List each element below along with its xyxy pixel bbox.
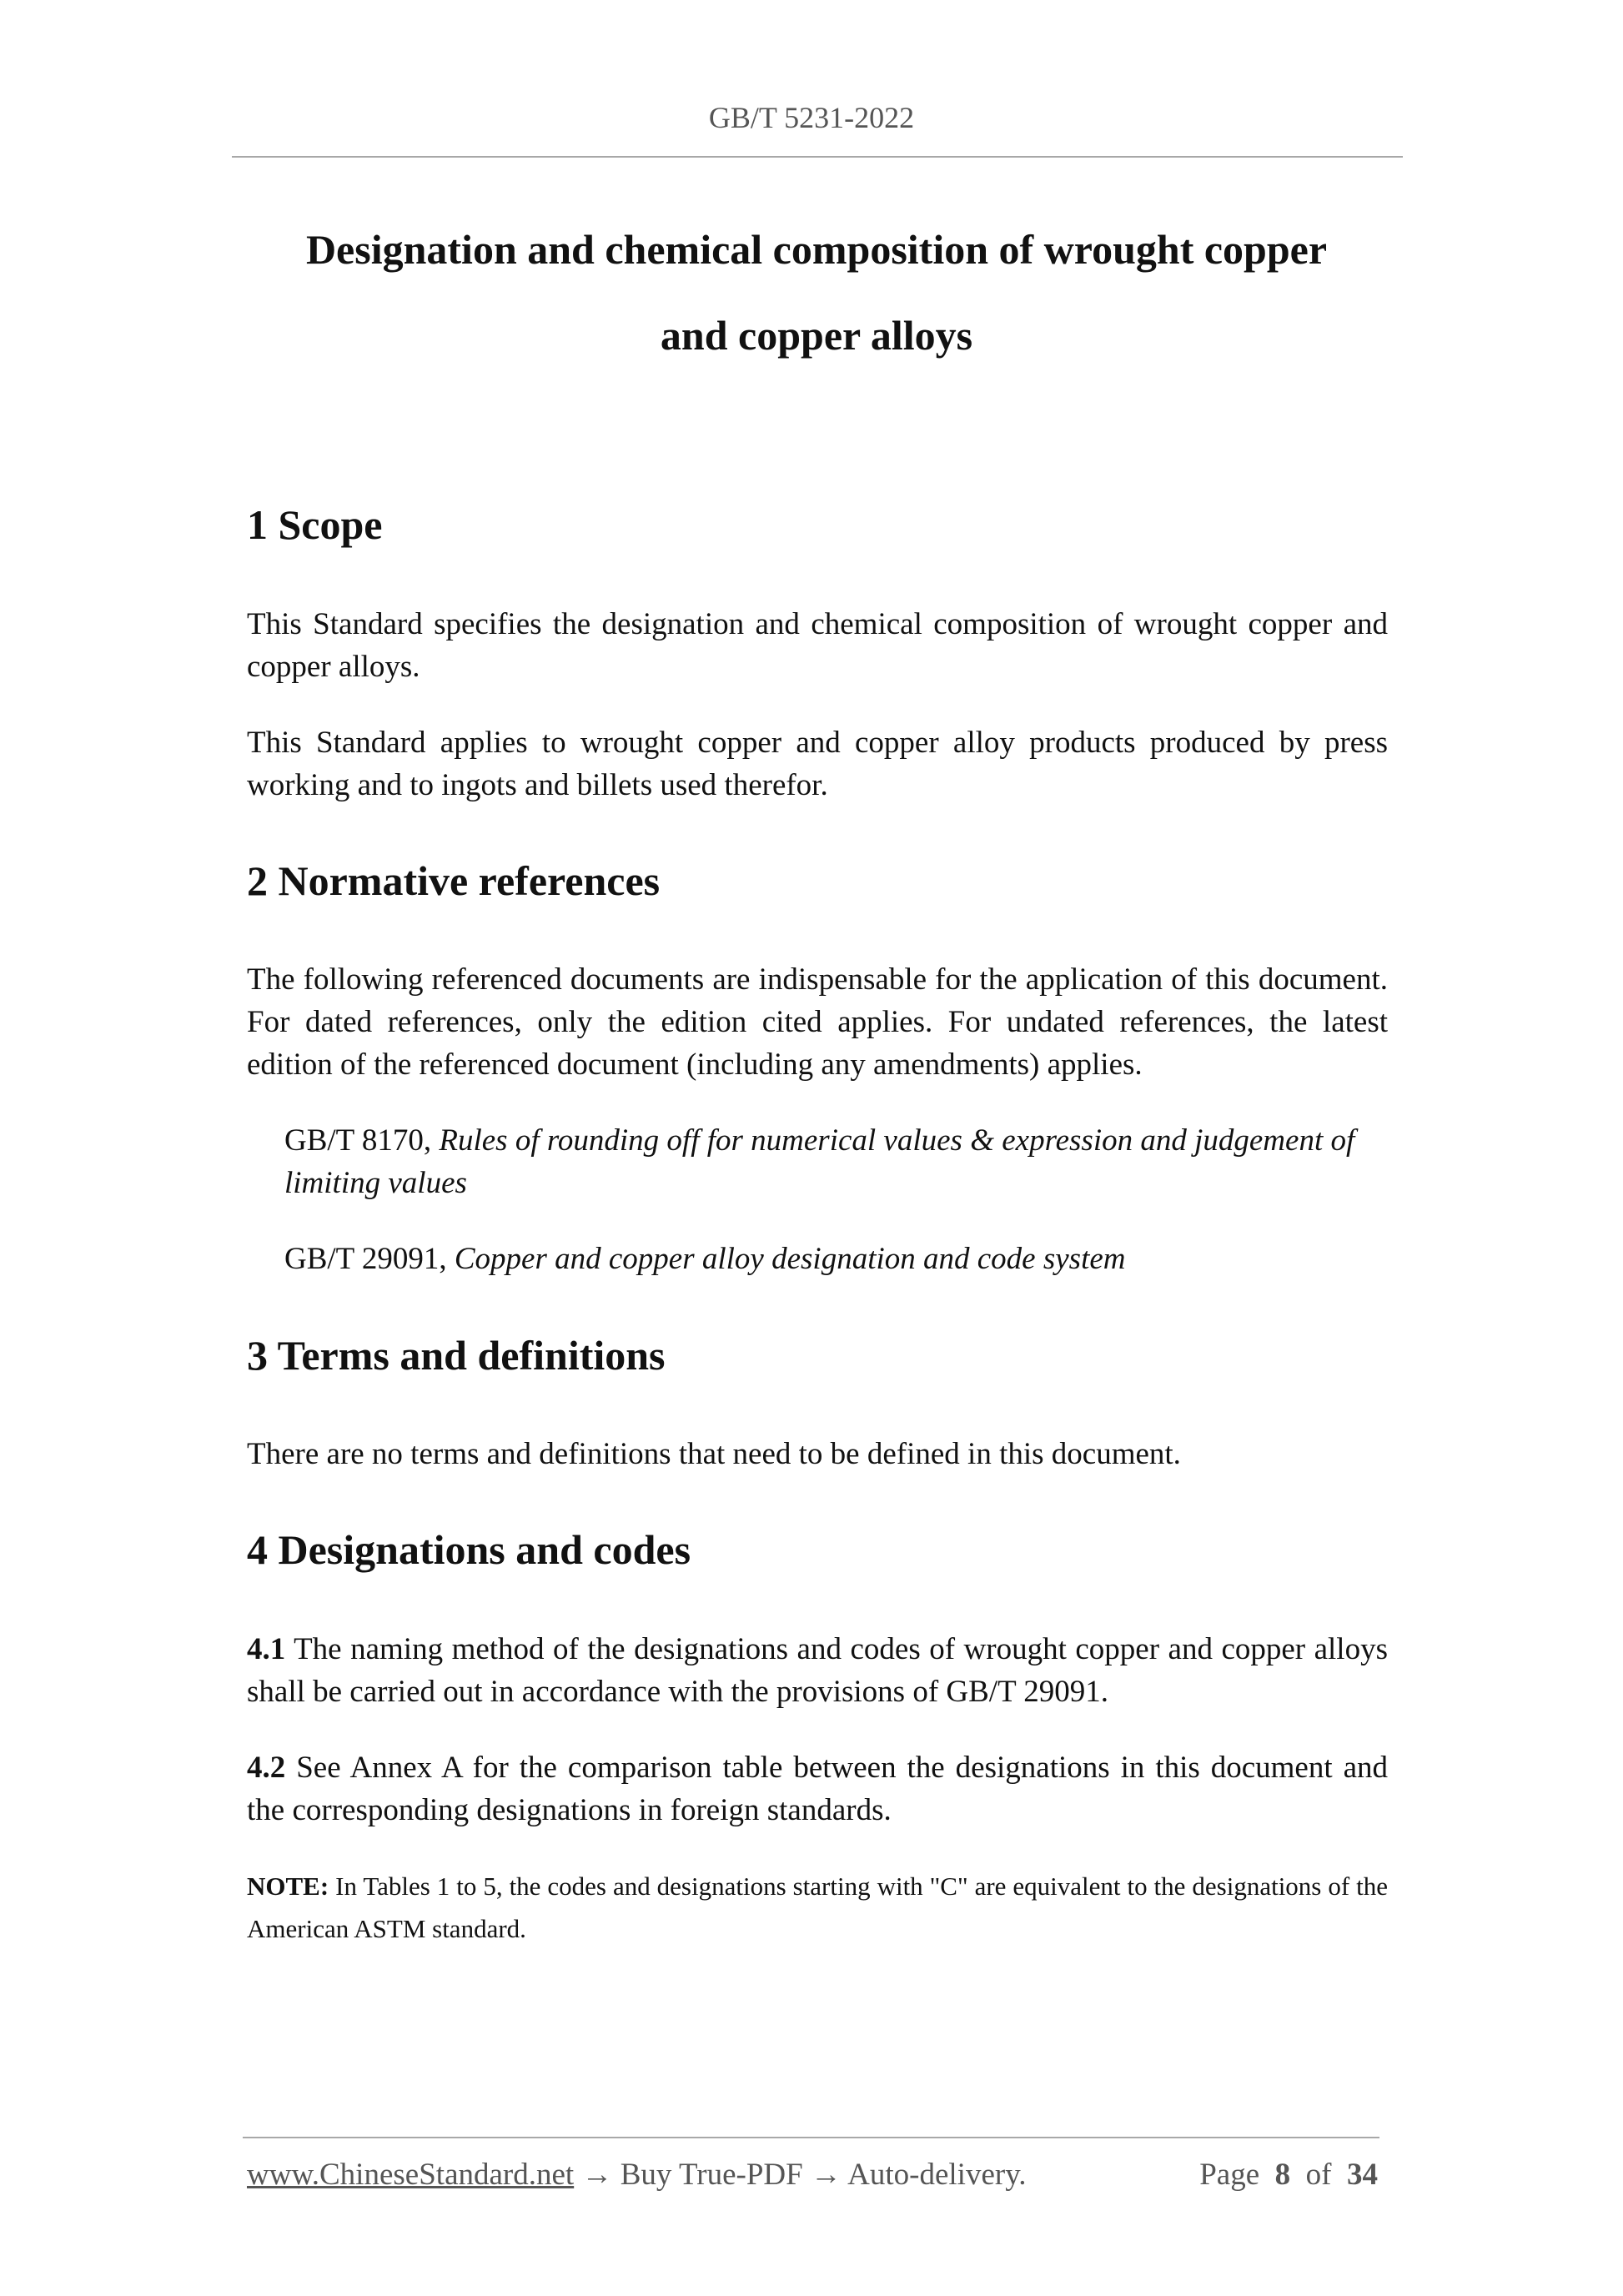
scope-paragraph-1: This Standard specifies the designation and chemical composition of wrought copper and copper alloys.	[247, 607, 1388, 684]
note-text: In Tables 1 to 5, the codes and designations starting with "C" are equivalent to the designations of the American ASTM standard.	[247, 1871, 1388, 1943]
reference-gbt-29091	[284, 1238, 1388, 1280]
terms-paragraph: There are no terms and definitions that need to be defined in this document.	[247, 1437, 1181, 1471]
clause-text: See Annex A for the comparison table between the designations in this document and the corresponding designations in foreign standards.	[247, 1751, 1388, 1827]
section-3-heading: 3 Terms and definitions	[247, 1332, 666, 1379]
reference-gbt-8170	[284, 1119, 1388, 1204]
of-word: of	[1305, 2158, 1332, 2192]
section-1-heading: 1 Scope	[247, 501, 383, 548]
scope-paragraph-2: This Standard applies to wrought copper and copper alloy products produced by press working and to ingots and billets used therefor.	[247, 726, 1388, 802]
normative-references-intro: The following referenced documents are indispensable for the application of this document. For dated references, only the edition cited applies. For undated references, the latest edition of the referenced document (including any amendments) applies.	[247, 962, 1388, 1082]
document-title-line-1: Designation and chemical composition of wrought copper	[305, 226, 1328, 273]
clause-number: 4.1	[247, 1632, 286, 1666]
running-header: GB/T 5231-2022	[708, 101, 915, 134]
clause-text: The naming method of the designations and codes of wrought copper and copper alloys shall be carried out in accordance with the provisions of GB/T 29091.	[247, 1632, 1388, 1709]
current-page-number: 8	[1274, 2158, 1291, 2192]
page-word: Page	[1199, 2158, 1260, 2192]
footer-divider	[243, 2137, 1379, 2138]
section-2-heading: 2 Normative references	[247, 857, 661, 904]
page-footer	[247, 2157, 1378, 2193]
document-title	[247, 207, 1386, 379]
header-divider	[232, 156, 1403, 158]
website-link[interactable]: www.ChineseStandard.net	[247, 2158, 575, 2192]
note-paragraph	[247, 1865, 1388, 1950]
section-4-heading: 4 Designations and codes	[247, 1526, 691, 1573]
note-label: NOTE:	[247, 1871, 329, 1901]
clause-4-2	[247, 1746, 1388, 1831]
clause-number: 4.2	[247, 1751, 286, 1785]
reference-code: GB/T 8170,	[284, 1123, 440, 1158]
reference-code: GB/T 29091,	[284, 1242, 455, 1276]
page-indicator	[1199, 2157, 1378, 2193]
clause-4-1	[247, 1628, 1388, 1713]
document-title-line-2: and copper alloys	[660, 312, 973, 359]
reference-title: Rules of rounding off for numerical values & expression and judgement of limiting values	[284, 1123, 1355, 1200]
footer-promo-text: → Buy True-PDF → Auto-delivery.	[574, 2158, 1027, 2192]
total-pages-number: 34	[1347, 2158, 1378, 2192]
reference-title: Copper and copper alloy designation and code system	[454, 1242, 1126, 1276]
